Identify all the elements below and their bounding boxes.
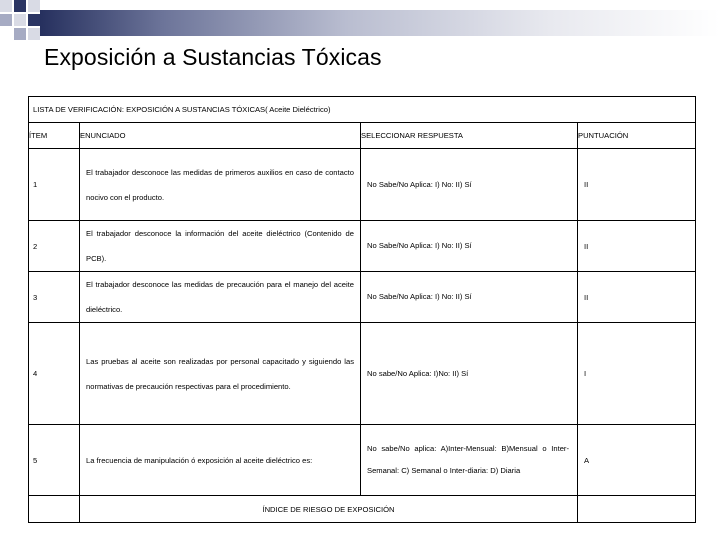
footer-row [29,496,696,523]
header-item: ÍTEM [29,123,80,149]
header-statement: ENUNCIADO [80,123,361,149]
header-gradient-band [40,10,720,36]
row-item: 2 [29,221,80,272]
row-response: No sabe/No Aplica: I)No: II) Sí [361,323,578,425]
checklist-caption: LISTA DE VERIFICACIÓN: EXPOSICIÓN A SUSTANCIAS TÓXICAS( Aceite Dieléctrico) [29,97,696,123]
row-item: 3 [29,272,80,323]
row-response: No Sabe/No Aplica: I) No: II) Sí [361,149,578,221]
header-decoration [0,0,720,40]
deco-square [14,0,26,12]
header-response: SELECCIONAR RESPUESTA [361,123,578,149]
deco-square [14,14,26,26]
table-row [29,425,696,496]
row-statement: El trabajador desconoce las medidas de precaución para el manejo del aceite dieléctrico. [80,272,361,323]
row-statement: La frecuencia de manipulación ó exposición al aceite dieléctrico es: [80,425,361,496]
row-statement: El trabajador desconoce las medidas de primeros auxilios en caso de contacto nocivo con el producto. [80,149,361,221]
footer-label: ÍNDICE DE RIESGO DE EXPOSICIÓN [80,496,578,523]
table-row [29,272,696,323]
row-score: II [578,272,696,323]
row-score: II [578,149,696,221]
caption-row [29,97,696,123]
deco-square [0,14,12,26]
deco-square [28,0,40,12]
checklist-table [28,96,696,523]
footer-empty-cell [578,496,696,523]
deco-square [0,0,12,12]
table-row [29,323,696,425]
slide-title: Exposición a Sustancias Tóxicas [44,44,382,70]
footer-empty-cell [29,496,80,523]
row-score: A [578,425,696,496]
table-row [29,221,696,272]
row-response: No Sabe/No Aplica: I) No: II) Sí [361,272,578,323]
table-row [29,149,696,221]
deco-square [28,28,40,40]
row-score: II [578,221,696,272]
row-statement: Las pruebas al aceite son realizadas por personal capacitado y siguiendo las normativas de precaución respectivas para el procedimiento. [80,323,361,425]
header-score: PUNTUACIÓN [578,123,696,149]
row-score: I [578,323,696,425]
deco-square [28,14,40,26]
row-response: No sabe/No aplica: A)Inter-Mensual: B)Mensual o Inter-Semanal: C) Semanal o Inter-diaria: D) Diaria [361,425,578,496]
row-item: 1 [29,149,80,221]
header-row [29,123,696,149]
row-response: No Sabe/No Aplica: I) No: II) Sí [361,221,578,272]
row-statement: El trabajador desconoce la información del aceite dieléctrico (Contenido de PCB). [80,221,361,272]
row-item: 5 [29,425,80,496]
deco-square [14,28,26,40]
row-item: 4 [29,323,80,425]
